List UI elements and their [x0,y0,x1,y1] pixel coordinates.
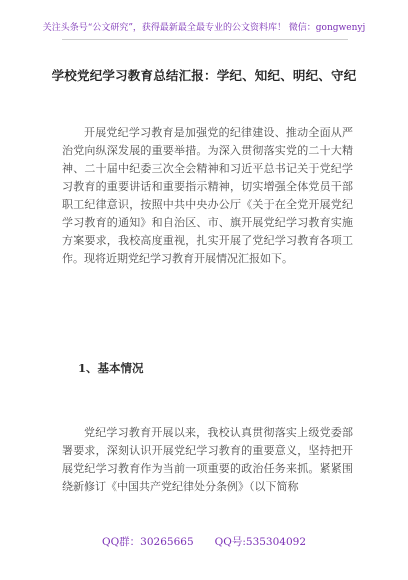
document-title: 学校党纪学习教育总结汇报：学纪、知纪、明纪、守纪 [51,68,357,83]
intro-paragraph: 开展党纪学习教育是加强党的纪律建设、推动全面从严治党向纵深发展的重要举措。为深入贯彻落实党的二十大精神、二十届中纪委三次全会精神和习近平总书记关于党纪学习教育的重要讲话和重要指示精神，切实增强全体党员干部职工纪律意识，按照中共中央办公厅《关于在全党开展党纪学习教育的通知》和自治区、市、旗开展党纪学习教育实施方案要求，我校高度重视，扎实开展了党纪学习教育各项工作。现将近期党纪学习教育开展情况汇报如下。 [62,126,353,265]
footer-contact: QQ群：30265665 QQ号:535304092 [101,536,307,548]
body-paragraph: 党纪学习教育开展以来，我校认真贯彻落实上级党委部署要求，深刻认识开展党纪学习教育的重要意义，坚持把开展党纪学习教育作为当前一项重要的政治任务来抓。紧紧围绕新修订《中国共产党纪律处分条例》（以下简称 [62,426,353,493]
header-divider [62,39,348,40]
section-heading-basic-situation: 1、基本情况 [78,361,144,375]
header-banner: 关注头条号“公文研究”，获得最新最全最专业的公文资料库！ 微信：gongwenyj [42,23,366,33]
